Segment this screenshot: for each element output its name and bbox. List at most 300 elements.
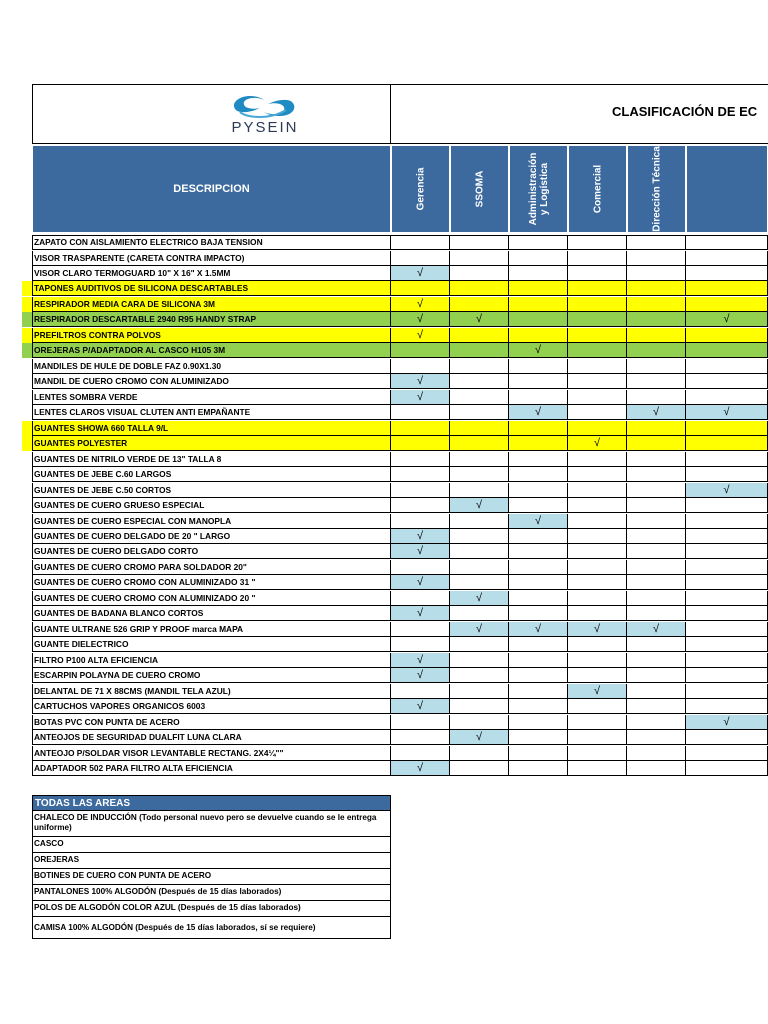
check-cell-direccion-tecnica: [627, 390, 686, 405]
check-cell-direccion-tecnica: [627, 483, 686, 498]
table-row: [32, 297, 768, 312]
row-description: GUANTES DE BADANA BLANCO CORTOS: [32, 606, 391, 621]
check-cell-comercial: [568, 421, 627, 436]
check-cell-area-6: [686, 328, 768, 343]
check-cell-area-6: [686, 560, 768, 575]
check-cell-area-6: [686, 591, 768, 606]
check-cell-comercial: [568, 544, 627, 559]
row-description: BOTAS PVC CON PUNTA DE ACERO: [32, 715, 391, 730]
check-cell-gerencia: [391, 591, 450, 606]
check-cell-area-6: [686, 637, 768, 652]
table-row: [32, 606, 768, 621]
table-row: [32, 591, 768, 606]
check-cell-administracion-logistica: [509, 606, 568, 621]
column-header-direccion-tecnica: [627, 145, 686, 233]
row-description: VISOR CLARO TERMOGUARD 10" X 16" X 1.5MM: [32, 266, 391, 281]
check-cell-administracion-logistica: [509, 699, 568, 714]
row-description: PREFILTROS CONTRA POLVOS: [32, 328, 391, 343]
row-highlight-marker: [22, 281, 32, 296]
table-row: [32, 467, 768, 482]
check-cell-comercial: [568, 312, 627, 327]
check-cell-comercial: [568, 374, 627, 389]
check-cell-ssoma: [450, 653, 509, 668]
check-cell-area-6: √: [686, 715, 768, 730]
table-row: [32, 715, 768, 730]
all-areas-item: PANTALONES 100% ALGODÓN (Después de 15 días laborados): [32, 885, 391, 901]
check-cell-gerencia: √: [391, 668, 450, 683]
check-cell-ssoma: [450, 544, 509, 559]
check-cell-administracion-logistica: [509, 452, 568, 467]
check-cell-ssoma: [450, 575, 509, 590]
check-cell-direccion-tecnica: [627, 421, 686, 436]
check-cell-gerencia: √: [391, 266, 450, 281]
check-cell-direccion-tecnica: [627, 452, 686, 467]
check-cell-ssoma: [450, 235, 509, 250]
title-divider: [390, 84, 391, 144]
check-cell-comercial: [568, 730, 627, 745]
row-highlight-marker: [22, 312, 32, 327]
all-areas-item: CHALECO DE INDUCCIÓN (Todo personal nuevo pero se devuelve cuando se le entrega uniforme): [32, 811, 391, 837]
table-row: [32, 498, 768, 513]
column-header-label: SSOMA: [474, 170, 485, 208]
check-cell-administracion-logistica: [509, 730, 568, 745]
check-cell-ssoma: [450, 421, 509, 436]
check-cell-area-6: √: [686, 483, 768, 498]
check-cell-ssoma: [450, 715, 509, 730]
check-cell-administracion-logistica: [509, 421, 568, 436]
check-cell-direccion-tecnica: [627, 560, 686, 575]
check-cell-direccion-tecnica: [627, 251, 686, 266]
check-cell-direccion-tecnica: [627, 653, 686, 668]
check-cell-area-6: [686, 436, 768, 451]
check-cell-gerencia: √: [391, 575, 450, 590]
check-cell-administracion-logistica: [509, 297, 568, 312]
check-cell-administracion-logistica: [509, 436, 568, 451]
check-cell-ssoma: [450, 405, 509, 420]
check-cell-ssoma: [450, 637, 509, 652]
check-cell-direccion-tecnica: [627, 343, 686, 358]
check-cell-direccion-tecnica: [627, 281, 686, 296]
row-description: GUANTES DE CUERO DELGADO DE 20 " LARGO: [32, 529, 391, 544]
check-cell-gerencia: [391, 343, 450, 358]
row-description: LENTES SOMBRA VERDE: [32, 390, 391, 405]
check-cell-direccion-tecnica: √: [627, 622, 686, 637]
row-description: GUANTES DE CUERO GRUESO ESPECIAL: [32, 498, 391, 513]
check-cell-ssoma: [450, 251, 509, 266]
check-cell-ssoma: [450, 359, 509, 374]
row-description: RESPIRADOR DESCARTABLE 2940 R95 HANDY STRAP: [32, 312, 391, 327]
table-row: [32, 251, 768, 266]
check-cell-comercial: [568, 637, 627, 652]
check-cell-administracion-logistica: [509, 483, 568, 498]
check-cell-comercial: [568, 560, 627, 575]
check-cell-ssoma: [450, 684, 509, 699]
check-cell-gerencia: [391, 637, 450, 652]
check-cell-area-6: [686, 699, 768, 714]
column-header-label: Administración y Logística: [527, 152, 550, 226]
table-row: [32, 421, 768, 436]
row-highlight-marker: [22, 436, 32, 451]
table-row: [32, 452, 768, 467]
check-cell-ssoma: [450, 452, 509, 467]
row-description: TAPONES AUDITIVOS DE SILICONA DESCARTABLES: [32, 281, 391, 296]
check-cell-ssoma: [450, 467, 509, 482]
check-cell-direccion-tecnica: [627, 761, 686, 776]
check-cell-comercial: [568, 699, 627, 714]
logo-text: PYSEIN: [231, 119, 299, 136]
table-row: [32, 699, 768, 714]
check-cell-administracion-logistica: √: [509, 622, 568, 637]
check-cell-ssoma: [450, 606, 509, 621]
check-cell-ssoma: √: [450, 591, 509, 606]
check-cell-gerencia: [391, 746, 450, 761]
check-cell-direccion-tecnica: [627, 684, 686, 699]
check-cell-area-6: [686, 498, 768, 513]
check-cell-gerencia: √: [391, 390, 450, 405]
table-row: [32, 746, 768, 761]
table-row: [32, 637, 768, 652]
check-cell-direccion-tecnica: [627, 266, 686, 281]
check-cell-administracion-logistica: [509, 251, 568, 266]
check-cell-gerencia: [391, 235, 450, 250]
table-row: [32, 266, 768, 281]
table-row: [32, 730, 768, 745]
check-cell-area-6: [686, 746, 768, 761]
check-cell-ssoma: [450, 297, 509, 312]
check-cell-ssoma: [450, 266, 509, 281]
check-cell-administracion-logistica: [509, 668, 568, 683]
check-cell-gerencia: [391, 514, 450, 529]
check-cell-comercial: [568, 668, 627, 683]
row-description: LENTES CLAROS VISUAL CLUTEN ANTI EMPAÑANTE: [32, 405, 391, 420]
check-cell-comercial: [568, 251, 627, 266]
check-cell-area-6: [686, 668, 768, 683]
table-row: [32, 668, 768, 683]
check-cell-area-6: [686, 266, 768, 281]
row-description: DELANTAL DE 71 X 88CMS (MANDIL TELA AZUL): [32, 684, 391, 699]
check-cell-ssoma: [450, 529, 509, 544]
column-header-label: Comercial: [592, 164, 603, 214]
check-cell-comercial: [568, 606, 627, 621]
check-cell-gerencia: √: [391, 312, 450, 327]
check-cell-gerencia: [391, 436, 450, 451]
row-description: GUANTES DE CUERO CROMO PARA SOLDADOR 20": [32, 560, 391, 575]
check-cell-area-6: [686, 452, 768, 467]
row-description: ANTEOJO P/SOLDAR VISOR LEVANTABLE RECTANG. 2X4¼"": [32, 746, 391, 761]
table-row: [32, 359, 768, 374]
row-highlight-marker: [22, 328, 32, 343]
check-cell-direccion-tecnica: [627, 715, 686, 730]
table-row: [32, 343, 768, 358]
check-cell-ssoma: √: [450, 730, 509, 745]
check-cell-gerencia: √: [391, 529, 450, 544]
check-cell-gerencia: [391, 715, 450, 730]
check-cell-administracion-logistica: [509, 281, 568, 296]
table-row: [32, 529, 768, 544]
check-cell-comercial: [568, 266, 627, 281]
check-cell-ssoma: [450, 343, 509, 358]
row-highlight-marker: [22, 343, 32, 358]
check-cell-administracion-logistica: [509, 591, 568, 606]
check-cell-gerencia: √: [391, 653, 450, 668]
check-cell-comercial: [568, 715, 627, 730]
check-cell-ssoma: √: [450, 312, 509, 327]
check-cell-gerencia: [391, 405, 450, 420]
check-cell-comercial: [568, 235, 627, 250]
row-description: OREJERAS P/ADAPTADOR AL CASCO H105 3M: [32, 343, 391, 358]
check-cell-administracion-logistica: [509, 498, 568, 513]
check-cell-area-6: [686, 390, 768, 405]
row-highlight-marker: [22, 297, 32, 312]
row-description: GUANTE DIELECTRICO: [32, 637, 391, 652]
table-row: [32, 328, 768, 343]
check-cell-ssoma: [450, 483, 509, 498]
check-cell-comercial: √: [568, 684, 627, 699]
check-cell-area-6: [686, 467, 768, 482]
row-description: FILTRO P100 ALTA EFICIENCIA: [32, 653, 391, 668]
row-description: GUANTES DE JEBE C.50 CORTOS: [32, 483, 391, 498]
check-cell-gerencia: √: [391, 606, 450, 621]
check-cell-administracion-logistica: √: [509, 514, 568, 529]
check-cell-direccion-tecnica: [627, 730, 686, 745]
check-cell-administracion-logistica: [509, 235, 568, 250]
check-cell-gerencia: [391, 421, 450, 436]
check-cell-administracion-logistica: [509, 684, 568, 699]
check-cell-comercial: [568, 483, 627, 498]
check-cell-direccion-tecnica: [627, 575, 686, 590]
row-description: GUANTES POLYESTER: [32, 436, 391, 451]
table-row: [32, 761, 768, 776]
row-description: MANDILES DE HULE DE DOBLE FAZ 0.90X1.30: [32, 359, 391, 374]
check-cell-comercial: [568, 390, 627, 405]
column-header-comercial: [568, 145, 627, 233]
all-areas-item: CAMISA 100% ALGODÓN (Después de 15 días laborados, sí se requiere): [32, 917, 391, 939]
check-cell-administracion-logistica: [509, 653, 568, 668]
check-cell-gerencia: √: [391, 699, 450, 714]
check-cell-gerencia: [391, 251, 450, 266]
check-cell-administracion-logistica: [509, 637, 568, 652]
all-areas-header: TODAS LAS AREAS: [32, 795, 391, 811]
check-cell-direccion-tecnica: [627, 467, 686, 482]
row-description: ADAPTADOR 502 PARA FILTRO ALTA EFICIENCIA: [32, 761, 391, 776]
row-description: ZAPATO CON AISLAMIENTO ELECTRICO BAJA TENSION: [32, 235, 391, 250]
check-cell-administracion-logistica: [509, 761, 568, 776]
check-cell-direccion-tecnica: [627, 374, 686, 389]
table-row: [32, 622, 768, 637]
check-cell-direccion-tecnica: [627, 544, 686, 559]
description-header: [32, 145, 391, 233]
pysein-logo: [190, 92, 340, 136]
page-title: CLASIFICACIÓN DE EC: [612, 104, 758, 119]
check-cell-ssoma: [450, 281, 509, 296]
check-cell-comercial: √: [568, 436, 627, 451]
column-header-ssoma: [450, 145, 509, 233]
check-cell-gerencia: [391, 730, 450, 745]
check-cell-direccion-tecnica: [627, 699, 686, 714]
check-cell-gerencia: √: [391, 328, 450, 343]
check-cell-area-6: [686, 761, 768, 776]
check-cell-area-6: √: [686, 405, 768, 420]
check-cell-comercial: [568, 746, 627, 761]
row-description: GUANTES DE NITRILO VERDE DE 13" TALLA 8: [32, 452, 391, 467]
check-cell-area-6: [686, 622, 768, 637]
check-cell-direccion-tecnica: [627, 591, 686, 606]
check-cell-comercial: [568, 467, 627, 482]
table-row: [32, 544, 768, 559]
row-description: GUANTES SHOWA 660 TALLA 9/L: [32, 421, 391, 436]
check-cell-area-6: [686, 359, 768, 374]
check-cell-direccion-tecnica: [627, 359, 686, 374]
check-cell-gerencia: √: [391, 374, 450, 389]
check-cell-comercial: [568, 761, 627, 776]
check-cell-administracion-logistica: [509, 467, 568, 482]
check-cell-gerencia: √: [391, 761, 450, 776]
check-cell-administracion-logistica: [509, 575, 568, 590]
check-cell-gerencia: √: [391, 544, 450, 559]
column-header-label: Gerencia: [415, 167, 426, 211]
check-cell-administracion-logistica: [509, 529, 568, 544]
check-cell-area-6: [686, 730, 768, 745]
table-row: [32, 436, 768, 451]
check-cell-direccion-tecnica: [627, 297, 686, 312]
table-top-border: [32, 235, 768, 236]
row-description: GUANTES DE CUERO CROMO CON ALUMINIZADO 20 ": [32, 591, 391, 606]
column-header-label: Dirección Técnica: [651, 146, 662, 232]
row-description: CARTUCHOS VAPORES ORGANICOS 6003: [32, 699, 391, 714]
check-cell-administracion-logistica: [509, 359, 568, 374]
row-description: GUANTES DE CUERO CROMO CON ALUMINIZADO 31 ": [32, 575, 391, 590]
check-cell-area-6: [686, 297, 768, 312]
check-cell-comercial: [568, 514, 627, 529]
check-cell-comercial: [568, 297, 627, 312]
check-cell-area-6: [686, 235, 768, 250]
check-cell-administracion-logistica: [509, 715, 568, 730]
column-header-area-6: [686, 145, 768, 233]
check-cell-ssoma: √: [450, 622, 509, 637]
table-row: [32, 235, 768, 250]
check-cell-comercial: [568, 498, 627, 513]
table-row: [32, 312, 768, 327]
check-cell-gerencia: [391, 467, 450, 482]
check-cell-area-6: [686, 281, 768, 296]
row-description: GUANTE ULTRANE 526 GRIP Y PROOF marca MAPA: [32, 622, 391, 637]
check-cell-gerencia: √: [391, 297, 450, 312]
check-cell-gerencia: [391, 684, 450, 699]
check-cell-comercial: [568, 281, 627, 296]
check-cell-gerencia: [391, 560, 450, 575]
check-cell-ssoma: √: [450, 498, 509, 513]
check-cell-gerencia: [391, 622, 450, 637]
check-cell-direccion-tecnica: [627, 746, 686, 761]
check-cell-ssoma: [450, 374, 509, 389]
table-row: [32, 281, 768, 296]
table-row: [32, 575, 768, 590]
check-cell-gerencia: [391, 452, 450, 467]
check-cell-ssoma: [450, 390, 509, 405]
check-cell-gerencia: [391, 483, 450, 498]
check-cell-area-6: [686, 374, 768, 389]
table-row: [32, 560, 768, 575]
check-cell-ssoma: [450, 436, 509, 451]
column-header-gerencia: [391, 145, 450, 233]
check-cell-comercial: [568, 591, 627, 606]
description-header-label: DESCRIPCION: [173, 183, 250, 195]
check-cell-area-6: [686, 606, 768, 621]
check-cell-area-6: √: [686, 312, 768, 327]
all-areas-item: CASCO: [32, 837, 391, 853]
check-cell-direccion-tecnica: [627, 498, 686, 513]
check-cell-comercial: [568, 405, 627, 420]
row-description: GUANTES DE JEBE C.60 LARGOS: [32, 467, 391, 482]
check-cell-comercial: [568, 529, 627, 544]
table-row: [32, 390, 768, 405]
check-cell-direccion-tecnica: [627, 312, 686, 327]
check-cell-ssoma: [450, 514, 509, 529]
check-cell-ssoma: [450, 560, 509, 575]
table-row: [32, 684, 768, 699]
table-row: [32, 653, 768, 668]
check-cell-comercial: [568, 359, 627, 374]
check-cell-direccion-tecnica: [627, 514, 686, 529]
check-cell-administracion-logistica: [509, 746, 568, 761]
check-cell-comercial: [568, 575, 627, 590]
check-cell-administracion-logistica: [509, 390, 568, 405]
check-cell-gerencia: [391, 281, 450, 296]
check-cell-comercial: [568, 653, 627, 668]
check-cell-administracion-logistica: [509, 266, 568, 281]
check-cell-comercial: [568, 343, 627, 358]
row-description: ESCARPIN POLAYNA DE CUERO CROMO: [32, 668, 391, 683]
row-description: MANDIL DE CUERO CROMO CON ALUMINIZADO: [32, 374, 391, 389]
column-header-administracion-logistica: [509, 145, 568, 233]
row-description: ANTEOJOS DE SEGURIDAD DUALFIT LUNA CLARA: [32, 730, 391, 745]
check-cell-comercial: [568, 328, 627, 343]
check-cell-area-6: [686, 544, 768, 559]
check-cell-administracion-logistica: [509, 560, 568, 575]
check-cell-comercial: √: [568, 622, 627, 637]
table-row: [32, 405, 768, 420]
check-cell-gerencia: [391, 359, 450, 374]
row-description: VISOR TRASPARENTE (CARETA CONTRA IMPACTO): [32, 251, 391, 266]
check-cell-area-6: [686, 575, 768, 590]
check-cell-area-6: [686, 684, 768, 699]
check-cell-administracion-logistica: [509, 312, 568, 327]
row-description: GUANTES DE CUERO DELGADO CORTO: [32, 544, 391, 559]
table-row: [32, 514, 768, 529]
check-cell-area-6: [686, 514, 768, 529]
check-cell-direccion-tecnica: [627, 637, 686, 652]
table-row: [32, 483, 768, 498]
check-cell-administracion-logistica: √: [509, 405, 568, 420]
check-cell-comercial: [568, 452, 627, 467]
check-cell-area-6: [686, 529, 768, 544]
check-cell-gerencia: [391, 498, 450, 513]
row-description: GUANTES DE CUERO ESPECIAL CON MANOPLA: [32, 514, 391, 529]
check-cell-area-6: [686, 421, 768, 436]
check-cell-area-6: [686, 251, 768, 266]
check-cell-direccion-tecnica: [627, 436, 686, 451]
row-highlight-marker: [22, 421, 32, 436]
check-cell-administracion-logistica: [509, 544, 568, 559]
check-cell-direccion-tecnica: [627, 235, 686, 250]
check-cell-administracion-logistica: [509, 328, 568, 343]
check-cell-administracion-logistica: √: [509, 343, 568, 358]
all-areas-item: BOTINES DE CUERO CON PUNTA DE ACERO: [32, 869, 391, 885]
check-cell-direccion-tecnica: [627, 668, 686, 683]
table-row: [32, 374, 768, 389]
all-areas-item: POLOS DE ALGODÓN COLOR AZUL (Después de 15 días laborados): [32, 901, 391, 917]
check-cell-direccion-tecnica: [627, 606, 686, 621]
